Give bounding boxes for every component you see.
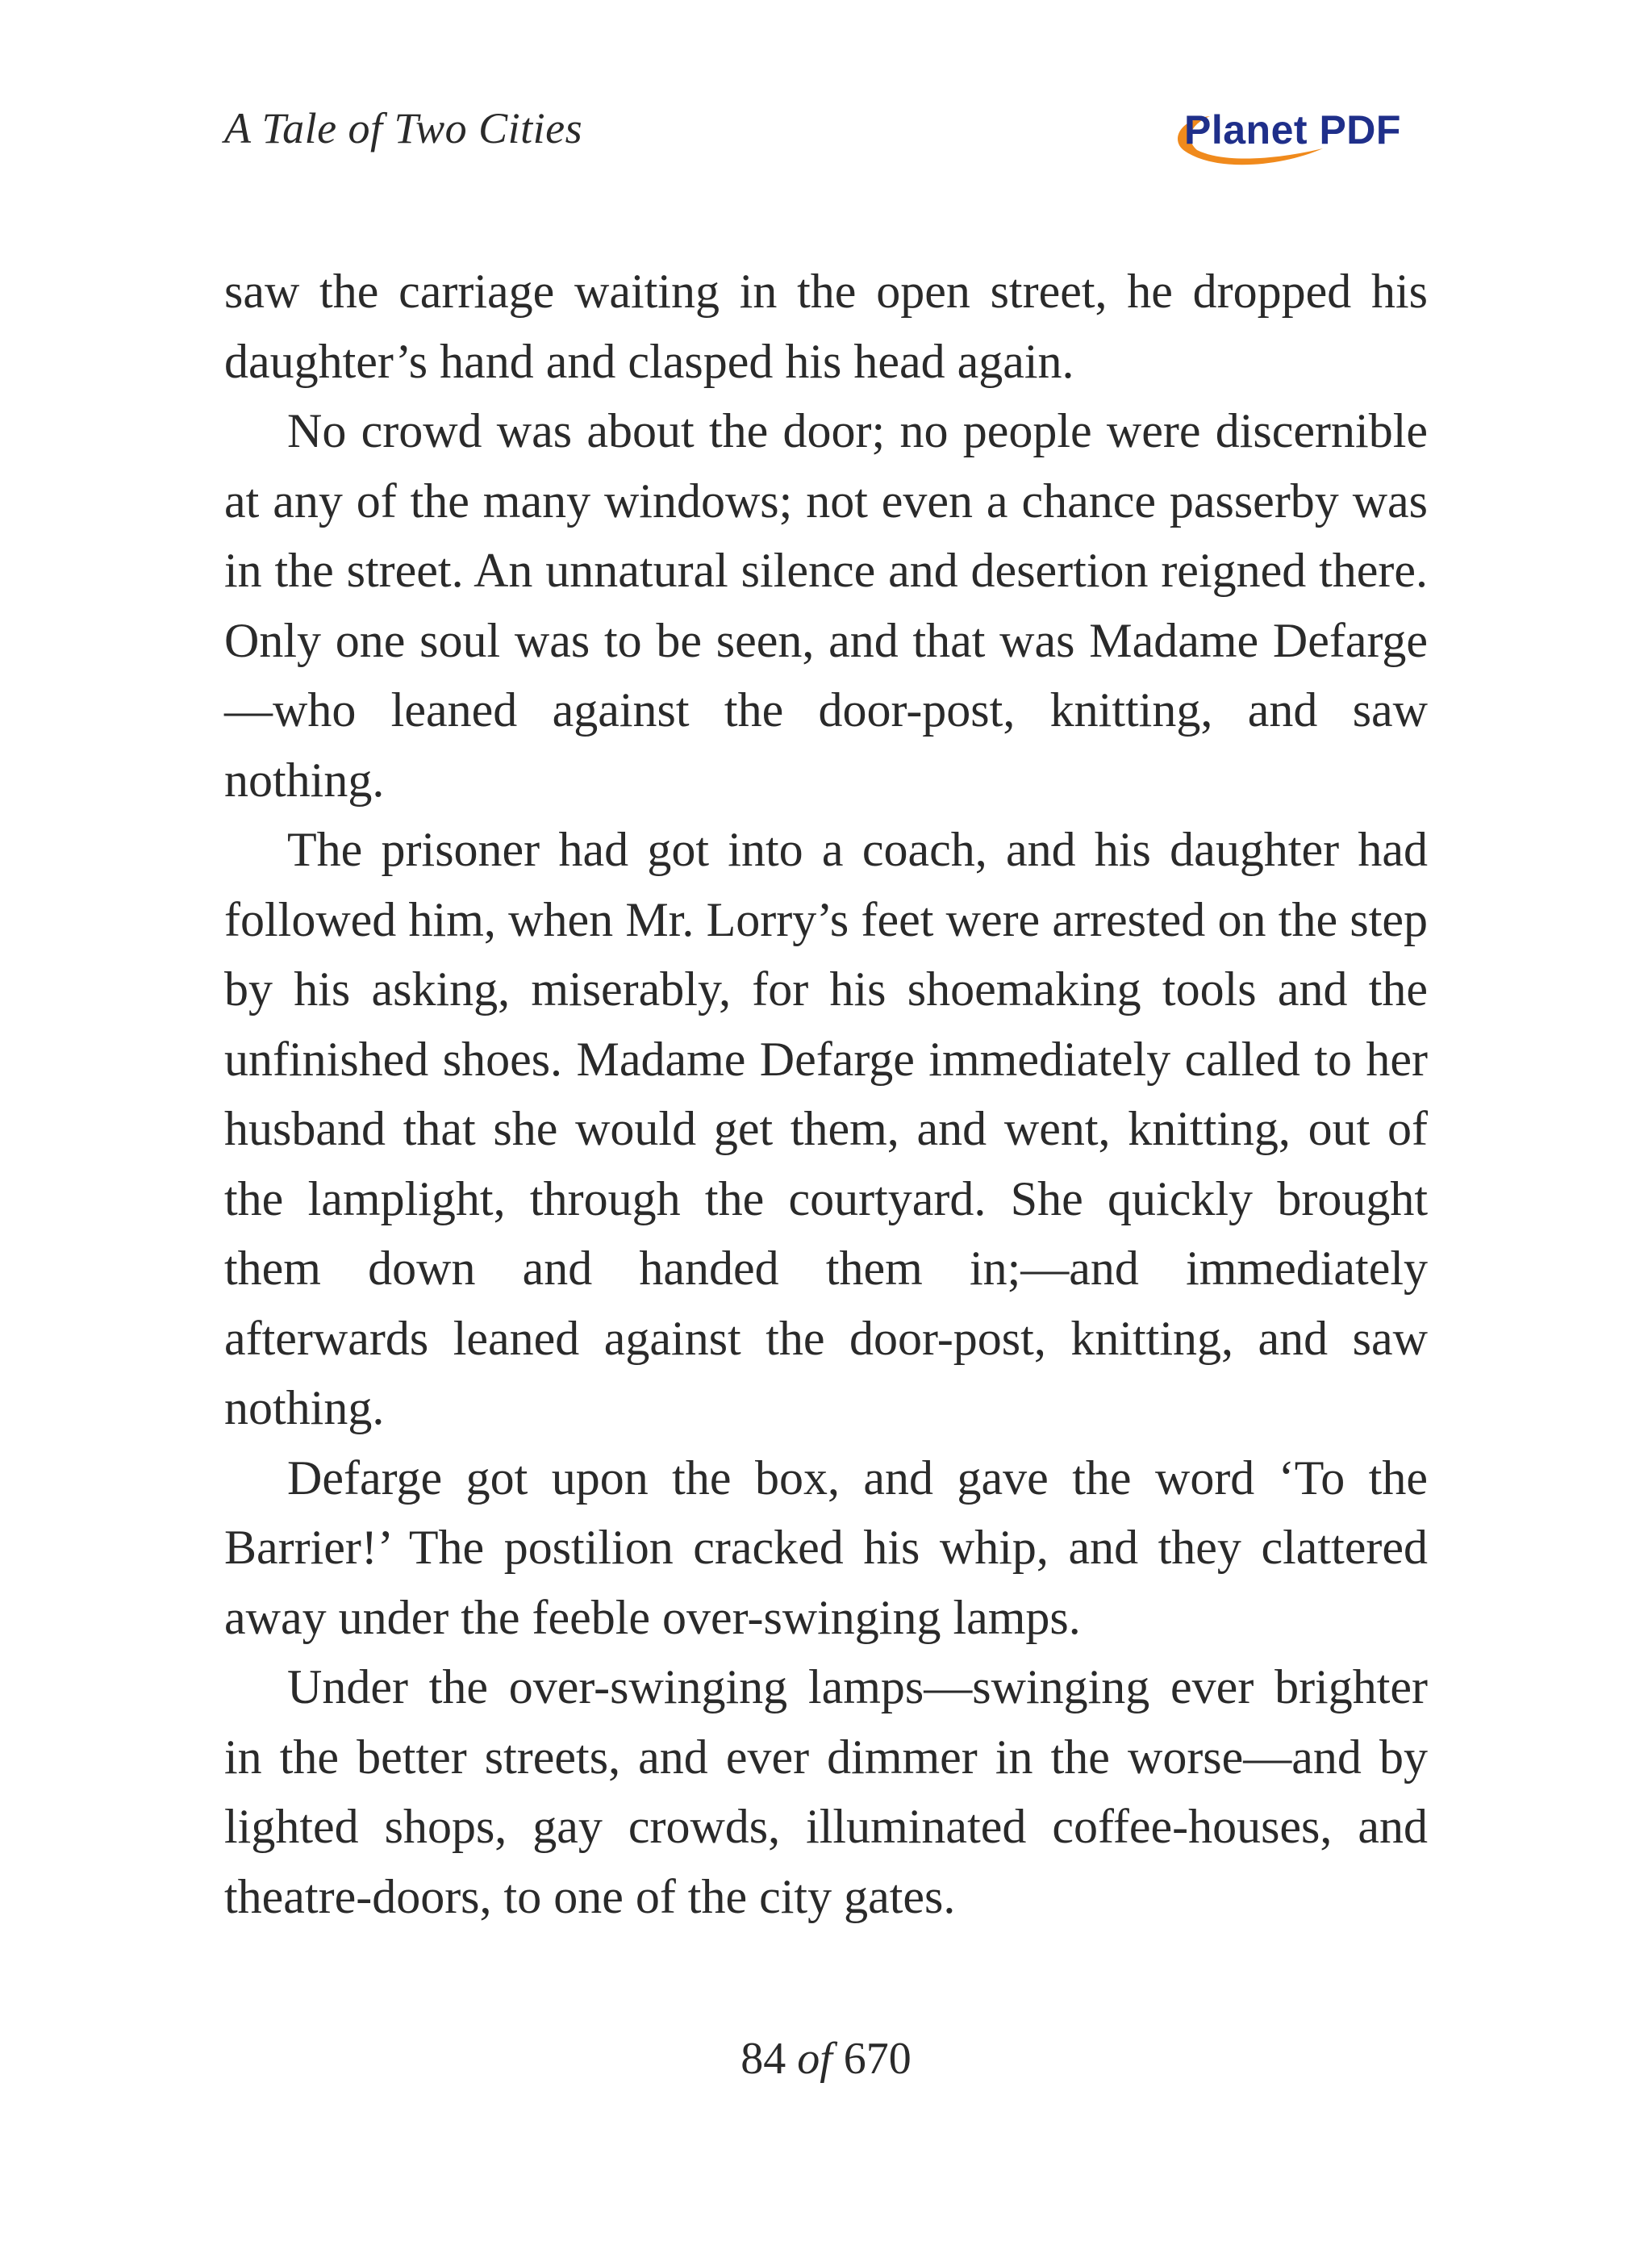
page-number bbox=[0, 2033, 1652, 2085]
paragraph-continued: saw the carriage waiting in the open street, he dropped his daughter’s hand and clasped his head again. bbox=[224, 265, 1428, 388]
paragraph: Under the over-swinging lamps—swinging ever brighter in the better streets, and ever dimmer in the worse—and by lighted shops, gay crowds, illuminated coffee-houses, and theatre-doors, to one of the city gates. bbox=[224, 1660, 1428, 1923]
total-pages: 670 bbox=[843, 2034, 912, 2084]
planet-pdf-logo[interactable] bbox=[1162, 102, 1428, 174]
book-title: A Tale of Two Cities bbox=[224, 104, 583, 152]
paragraph: The prisoner had got into a coach, and his daughter had followed him, when Mr. Lorry’s feet were arrested on the step by his asking, miserably, for his shoemaking tools and the unfinished shoes. Madame Defarge immediately called to her husband that she would get them, and went, knitting, out of the lamplight, through the courtyard. She quickly brought them down and handed them in;—and immediately afterwards leaned against the door-post, knitting, and saw nothing. bbox=[224, 823, 1428, 1434]
logo-text: Planet PDF bbox=[1184, 107, 1401, 152]
page-of-label: of bbox=[797, 2034, 832, 2084]
paragraph: No crowd was about the door; no people were discernible at any of the many windows; not even a chance passerby was in the street. An unnatural silence and desertion reigned there. Only one soul was to be seen, and that was Madame Defarge—who leaned against the door-post, knitting, and saw nothing. bbox=[224, 404, 1428, 807]
current-page: 84 bbox=[740, 2034, 786, 2084]
page-body bbox=[224, 257, 1428, 1931]
paragraph: Defarge got upon the box, and gave the word ‘To the Barrier!’ The postilion cracked his whip, and they clattered away under the feeble over-swinging lamps. bbox=[224, 1450, 1428, 1644]
